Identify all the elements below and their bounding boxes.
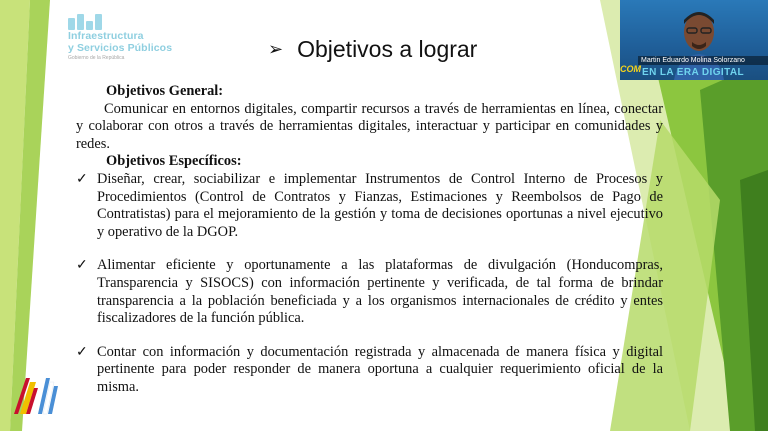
banner-right-text: EN LA ERA DIGITAL (642, 67, 744, 78)
logo-line-1: Infraestructura (68, 30, 144, 42)
list-item-text: Contar con información y documentación registrada y almacenada de manera física y digital pertinente para poder responder de manera oportuna a cualquier requerimiento oficial de la misma. (97, 343, 663, 395)
check-icon: ✓ (76, 258, 88, 274)
general-heading: Objetivos General: (106, 83, 224, 99)
arrow-bullet-icon: ➢ (268, 39, 284, 59)
specific-heading: Objetivos Específicos: (106, 153, 242, 170)
general-text: Comunicar en entornos digitales, compartir recursos a través de herramientas en línea, conectar y colaborar con otros a través de herramientas digitales, interactuar y participar en comunidades y redes. (76, 100, 663, 152)
list-item (76, 344, 663, 397)
video-banner (620, 64, 768, 80)
list-item (76, 171, 663, 241)
list-item-text: Diseñar, crear, sociabilizar e implementar Instrumentos de Control Interno de Procesos y Procedimientos (Control de Contratos y Fianzas, Estimaciones y Reembolsos de Pago de Contratistas) para el mejoramiento de la gestión y toma de decisiones oportunas a nivel ejecutivo y operativo de la DGOP. (97, 170, 663, 240)
participant-video-tile[interactable] (620, 0, 768, 80)
check-icon: ✓ (76, 171, 88, 187)
slide-content (76, 83, 663, 413)
list-item (76, 257, 663, 327)
flags-icon (12, 376, 60, 416)
logo-subtitle: Gobierno de la República (68, 55, 125, 61)
logo-mark-icon (68, 14, 172, 30)
list-item-text: Alimentar eficiente y oportunamente a las plataformas de divulgación (Honducompras, Transparencia y SISOCS) con información pertinente y verificada, de tal forma de brindar transparencia a la población beneficiada y a los organismos internacionales de crédito y entes fiscalizadores de la función pública. (97, 257, 663, 327)
check-icon: ✓ (76, 344, 88, 360)
logo-line-2: y Servicios Públicos (68, 42, 173, 54)
banner-left-text: COM (620, 64, 641, 74)
infraestructura-logo (68, 14, 172, 62)
slide-title-text: Objetivos a lograr (297, 36, 478, 62)
participant-name-label: Martin Eduardo Molina Solorzano (638, 56, 768, 65)
slide-title (268, 36, 477, 63)
